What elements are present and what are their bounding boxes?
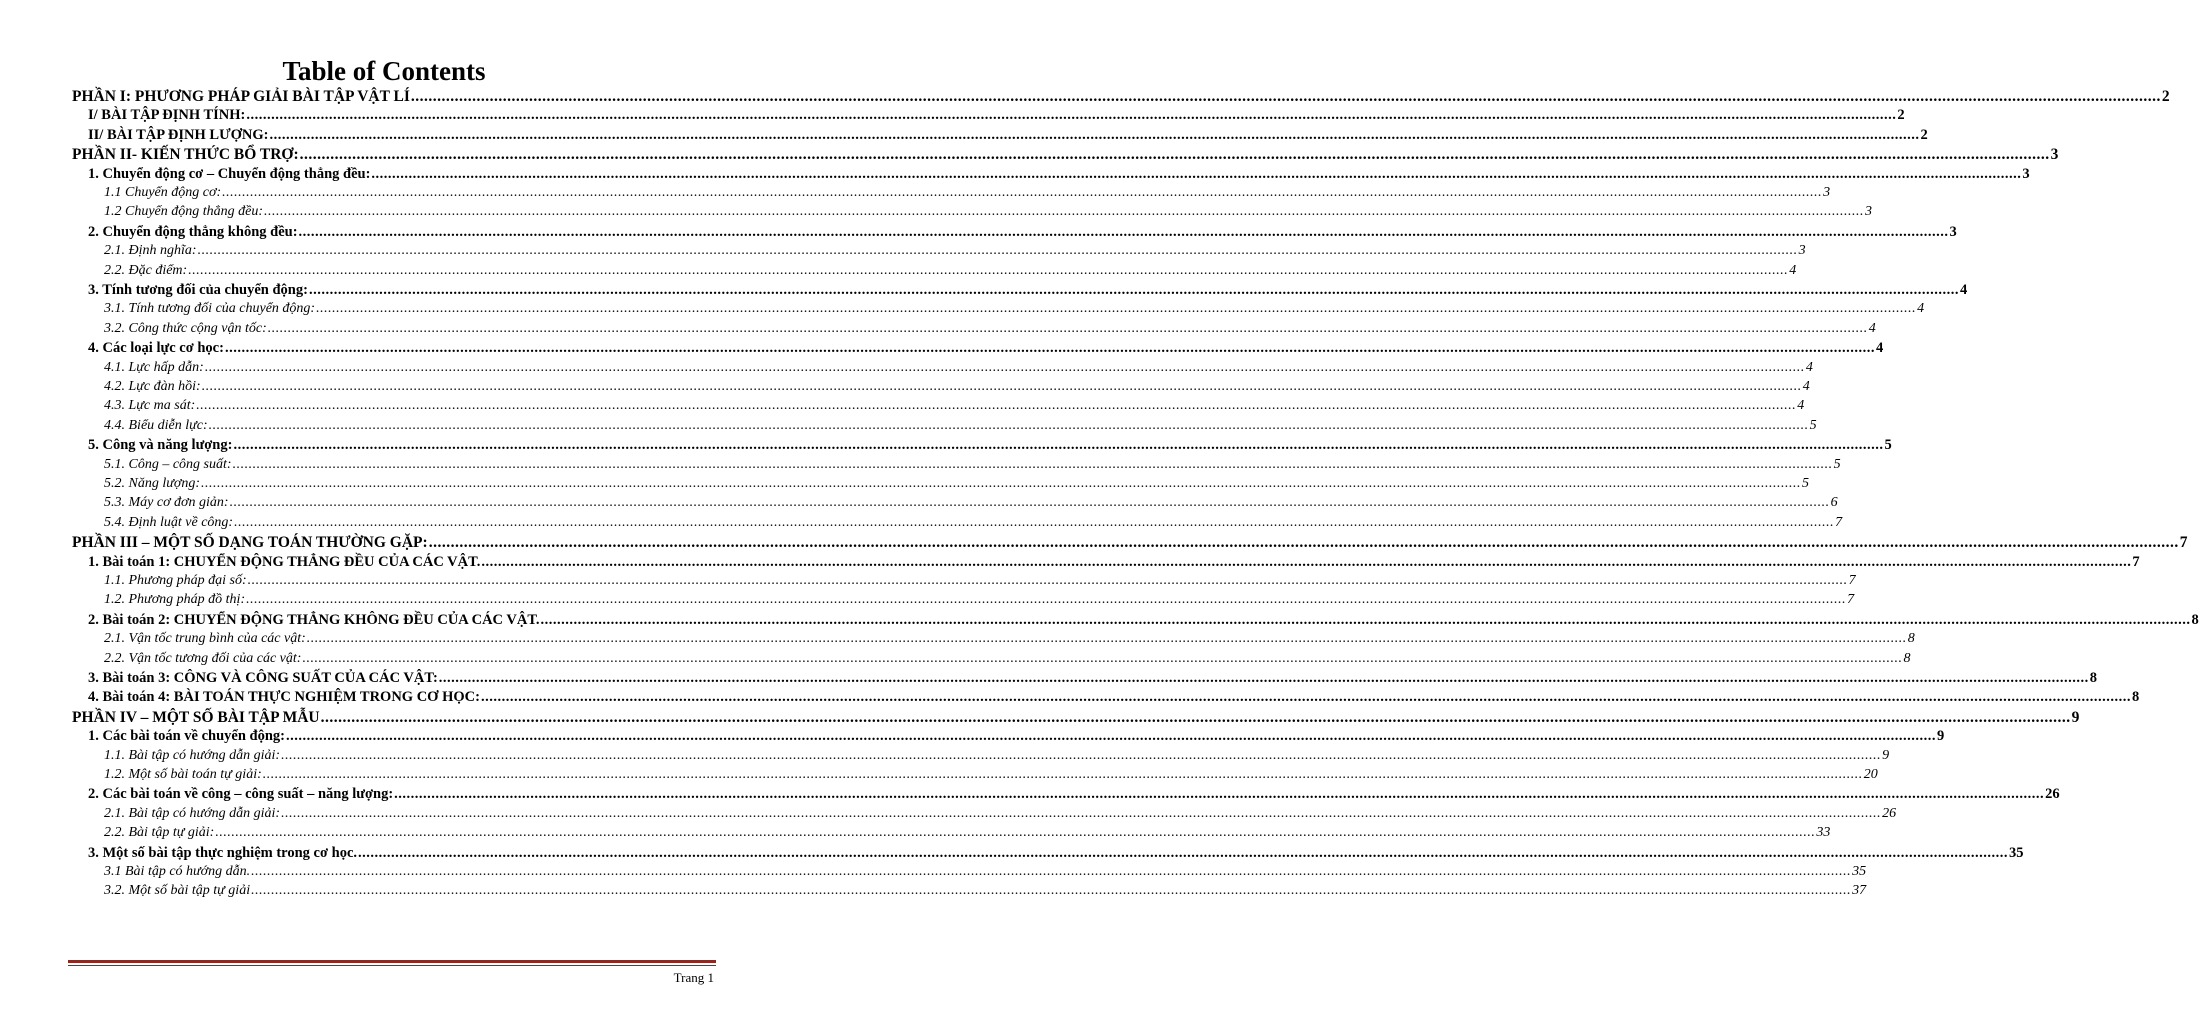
page-number-label: Trang 1 [673,970,714,985]
toc-entry-page: 4 [1805,359,1813,375]
toc-entry[interactable] [104,864,1867,884]
toc-entry[interactable] [88,437,1892,457]
toc-entry-title: 4.3. Lực ma sát: [104,398,196,414]
toc-entry-title: 3.2. Công thức cộng vận tốc: [104,320,267,336]
toc-entry[interactable] [88,728,1945,748]
toc-entry-page: 7 [1847,592,1855,608]
toc-entry-title: 5.2. Năng lượng: [104,476,200,491]
toc-entry-page: 9 [1882,747,1890,763]
toc-entry[interactable] [88,282,1968,302]
toc-dot-leader: ................................................................................................................................................................................................................................................................................................................................................................................................................ [281,747,1882,763]
toc-entry-page: 2 [2161,88,2170,105]
toc-entry-title: 2. Bài toán 2: CHUYỂN ĐỘNG THẲNG KHÔNG ĐỀU CỦA CÁC VẬT. [88,611,540,628]
toc-entry[interactable] [104,204,1873,224]
toc-entry[interactable] [104,573,1856,593]
toc-entry[interactable] [88,553,2140,574]
toc-entry-title: 1. Chuyển động cơ – Chuyển động thẳng đều: [88,165,371,182]
toc-dot-leader: ................................................................................................................................................................................................................................................................................................................................................................................................................ [316,301,1917,317]
toc-entry-page: 3 [2050,146,2059,164]
toc-dot-leader: ................................................................................................................................................................................................................................................................................................................................................................................................................ [234,514,1835,530]
toc-entry[interactable] [104,417,1817,438]
toc-dot-leader: ................................................................................................................................................................................................................................................................................................................................................................................................................ [320,708,2071,726]
toc-entry-page: 5 [1809,417,1817,433]
toc-entry-page: 2 [1897,107,1905,124]
toc-dot-leader: ................................................................................................................................................................................................................................................................................................................................................................................................................ [410,88,2161,105]
toc-entry-title: 3. Tính tương đối của chuyển động: [88,282,308,298]
toc-entry-title: 2.1. Định nghĩa: [104,243,197,259]
toc-entry-page: 20 [1863,767,1878,782]
toc-entry[interactable] [72,88,2170,108]
toc-dot-leader: ................................................................................................................................................................................................................................................................................................................................................................................................................ [269,126,1920,143]
toc-dot-leader: ................................................................................................................................................................................................................................................................................................................................................................................................................ [251,864,1852,879]
toc-entry[interactable] [104,456,1841,477]
toc-entry-page: 4 [1802,379,1810,394]
toc-entry[interactable] [88,670,2098,690]
toc-entry[interactable] [104,825,1831,845]
toc-dot-leader: ................................................................................................................................................................................................................................................................................................................................................................................................................ [394,786,2045,803]
toc-entry-title: 5.4. Định luật về công: [104,514,234,530]
toc-dot-leader: ................................................................................................................................................................................................................................................................................................................................................................................................................ [481,553,2132,570]
toc-entry-title: 1.1 Chuyển động cơ: [104,185,222,200]
toc-dot-leader: ................................................................................................................................................................................................................................................................................................................................................................................................................ [298,223,1949,240]
toc-entry-title: 4. Các loại lực cơ học: [88,340,224,357]
toc-dot-leader: ................................................................................................................................................................................................................................................................................................................................................................................................................ [201,476,1801,491]
toc-dot-leader: ................................................................................................................................................................................................................................................................................................................................................................................................................ [251,883,1852,899]
toc-entry-title: 1.2. Phương pháp đồ thị: [104,592,246,608]
toc-entry-title: 4. Bài toán 4: BÀI TOÁN THỰC NGHIỆM TRONG CƠ HỌC: [88,689,480,706]
toc-entry-title: PHẦN I: PHƯƠNG PHÁP GIẢI BÀI TẬP VẬT LÍ [72,88,410,105]
toc-entry[interactable] [104,495,1838,515]
toc-entry-title: 4.1. Lực hấp dẫn: [104,359,204,375]
toc-entry[interactable] [88,107,1905,127]
toc-entry-page: 4 [1959,282,1968,298]
toc-dot-leader: ................................................................................................................................................................................................................................................................................................................................................................................................................ [247,573,1848,588]
footer-divider [68,960,716,963]
toc-entry[interactable] [88,340,1884,360]
toc-entry-page: 7 [1848,573,1856,588]
toc-entry-page: 7 [2179,534,2188,552]
toc-entry[interactable] [104,767,1878,787]
toc-dot-leader: ................................................................................................................................................................................................................................................................................................................................................................................................................ [188,262,1789,278]
toc-entry[interactable] [104,747,1890,768]
toc-dot-leader: ................................................................................................................................................................................................................................................................................................................................................................................................................ [196,398,1797,414]
toc-entry-page: 35 [2009,844,2024,861]
toc-entry-page: 2 [1920,126,1928,143]
toc-dot-leader: ................................................................................................................................................................................................................................................................................................................................................................................................................ [281,805,1882,821]
toc-entry[interactable] [104,883,1867,903]
toc-entry-title: 1.1. Bài tập có hướng dẫn giải: [104,747,281,763]
toc-entry-page: 5 [1833,456,1841,472]
toc-dot-leader: ................................................................................................................................................................................................................................................................................................................................................................................................................ [224,340,1875,357]
toc-entry-title: 2.2. Bài tập tự giải: [104,825,215,841]
toc-entry-page: 3 [1949,223,1957,240]
toc-entry-title: 1.2 Chuyển động thẳng đều: [104,204,264,220]
toc-dot-leader: ................................................................................................................................................................................................................................................................................................................................................................................................................ [308,282,1959,298]
toc-entry-page: 3 [1798,243,1806,259]
toc-entry-page: 4 [1917,301,1925,317]
toc-dot-leader: ................................................................................................................................................................................................................................................................................................................................................................................................................ [246,107,1897,124]
toc-entry-title: 3.2. Một số bài tập tự giải [104,883,251,899]
toc-entry-page: 5 [1884,437,1892,454]
toc-entry-title: 5.1. Công – công suất: [104,456,232,472]
toc-entry-title: 1. Bài toán 1: CHUYỂN ĐỘNG THẲNG ĐỀU CỦA CÁC VẬT. [88,553,481,570]
toc-entry-page: 6 [1830,495,1838,511]
toc-entry-page: 9 [2071,708,2080,726]
toc-entry-page: 3 [1865,204,1873,220]
toc-entry[interactable] [104,476,1809,496]
toc-entry[interactable] [88,689,2140,709]
toc-entry-page: 8 [1907,631,1915,647]
toc-entry-page: 35 [1852,864,1867,879]
toc-dot-leader: ................................................................................................................................................................................................................................................................................................................................................................................................................ [267,320,1868,336]
toc-entry-page: 4 [1875,340,1884,357]
toc-entry-title: I/ BÀI TẬP ĐỊNH TÍNH: [88,107,246,124]
toc-entry-page: 33 [1816,825,1831,841]
toc-entry[interactable] [104,631,1915,651]
toc-entry-page: 3 [1823,185,1831,200]
toc-entry-page: 7 [2132,553,2140,570]
toc-entry[interactable] [104,301,1925,321]
toc-entry[interactable] [104,514,1843,535]
toc-entry-title: 2.2. Vận tốc tương đối của các vật: [104,650,302,666]
toc-entry-page: 8 [1903,650,1911,666]
toc-entry-page: 4 [1868,320,1876,336]
toc-entry[interactable] [88,165,2030,186]
toc-dot-leader: ................................................................................................................................................................................................................................................................................................................................................................................................................ [302,650,1903,666]
toc-entry-title: 2.2. Đặc điểm: [104,262,188,278]
toc-dot-leader: ................................................................................................................................................................................................................................................................................................................................................................................................................ [204,359,1805,375]
toc-entry[interactable] [104,398,1805,418]
toc-entry-title: PHẦN II- KIẾN THỨC BỔ TRỢ: [72,146,299,164]
toc-dot-leader: ................................................................................................................................................................................................................................................................................................................................................................................................................ [246,592,1847,608]
toc-dot-leader: ................................................................................................................................................................................................................................................................................................................................................................................................................ [208,417,1809,433]
toc-entry-title: 1. Các bài toán về chuyển động: [88,728,285,745]
toc-entry-title: 4.4. Biểu diễn lực: [104,417,208,433]
toc-entry[interactable] [88,126,1928,147]
toc-dot-leader: ................................................................................................................................................................................................................................................................................................................................................................................................................ [201,379,1802,394]
toc-entry-title: 5.3. Máy cơ đơn giản: [104,495,229,511]
toc-entry[interactable] [104,592,1855,612]
toc-entry-page: 4 [1797,398,1805,414]
toc-entry-title: 4.2. Lực đàn hồi: [104,379,201,394]
toc-entry[interactable] [104,243,1806,263]
toc-entry[interactable] [104,185,1831,205]
toc-entry-page: 7 [1835,514,1843,530]
toc-entry-title: 3.1. Tính tương đối của chuyển động: [104,301,316,317]
toc-entry[interactable] [104,359,1813,380]
toc-entry[interactable] [104,320,1876,341]
toc-dot-leader: ................................................................................................................................................................................................................................................................................................................................................................................................................ [306,631,1907,647]
toc-entry-title: 3.1 Bài tập có hướng dẫn. [104,864,251,879]
toc-dot-leader: ................................................................................................................................................................................................................................................................................................................................................................................................................ [215,825,1816,841]
toc-entry-page: 26 [2045,786,2060,803]
toc-entry-title: 5. Công và năng lượng: [88,437,233,454]
toc-dot-leader: ................................................................................................................................................................................................................................................................................................................................................................................................................ [229,495,1830,511]
toc-entry[interactable] [88,786,2060,806]
toc-entry-title: 3. Một số bài tập thực nghiệm trong cơ học. [88,844,358,861]
toc-entry[interactable] [104,650,1911,671]
toc-entry[interactable] [72,146,2059,166]
toc-dot-leader: ................................................................................................................................................................................................................................................................................................................................................................................................................ [264,204,1865,220]
toc-entry-title: II/ BÀI TẬP ĐỊNH LƯỢNG: [88,126,269,143]
toc-dot-leader: ................................................................................................................................................................................................................................................................................................................................................................................................................ [285,728,1936,745]
toc-entry-page: 37 [1852,883,1867,899]
toc-entry-page: 26 [1882,805,1897,821]
toc-entry-page: 9 [1936,728,1945,745]
toc-entry-page: 8 [2089,670,2098,686]
toc-entry-title: 2. Chuyển động thẳng không đều: [88,223,298,240]
toc-dot-leader: ................................................................................................................................................................................................................................................................................................................................................................................................................ [438,670,2089,686]
toc-dot-leader: ................................................................................................................................................................................................................................................................................................................................................................................................................ [371,165,2022,182]
page-title: Table of Contents [282,56,486,86]
toc-entry[interactable] [72,534,2188,554]
toc-entry[interactable] [104,262,1797,283]
toc-dot-leader: ................................................................................................................................................................................................................................................................................................................................................................................................................ [232,456,1833,472]
toc-entry-page: 8 [2131,689,2140,706]
toc-entry-page: 5 [1802,476,1809,491]
toc-entry[interactable] [104,805,1897,826]
toc-dot-leader: ................................................................................................................................................................................................................................................................................................................................................................................................................ [480,689,2131,706]
toc-dot-leader: ................................................................................................................................................................................................................................................................................................................................................................................................................ [233,437,1884,454]
toc-entry[interactable] [88,223,1957,244]
toc-dot-leader: ................................................................................................................................................................................................................................................................................................................................................................................................................ [299,146,2050,164]
toc-dot-leader: ................................................................................................................................................................................................................................................................................................................................................................................................................ [262,767,1863,782]
toc-entry-title: 2. Các bài toán về công – công suất – năng lượng: [88,786,394,803]
toc-entry[interactable] [104,379,1810,399]
toc-entry-page: 3 [2022,165,2030,182]
toc-entry-title: 1.2. Một số bài toán tự giải: [104,767,262,782]
toc-entry-title: 1.1. Phương pháp đại số: [104,573,247,588]
toc-entry-title: PHẦN III – MỘT SỐ DẠNG TOÁN THƯỜNG GẶP: [72,534,428,552]
toc-entry[interactable] [88,611,2199,632]
toc-entry[interactable] [72,708,2080,729]
toc-dot-leader: ................................................................................................................................................................................................................................................................................................................................................................................................................ [222,185,1823,200]
toc-entry-title: 2.1. Bài tập có hướng dẫn giải: [104,805,281,821]
toc-entry-title: 3. Bài toán 3: CÔNG VÀ CÔNG SUẤT CỦA CÁC VẬT: [88,670,438,686]
toc-entry[interactable] [88,844,2024,865]
toc-dot-leader: ................................................................................................................................................................................................................................................................................................................................................................................................................ [540,611,2191,628]
toc-entry-title: 2.1. Vận tốc trung bình của các vật: [104,631,306,647]
toc-dot-leader: ................................................................................................................................................................................................................................................................................................................................................................................................................ [428,534,2179,552]
toc-dot-leader: ................................................................................................................................................................................................................................................................................................................................................................................................................ [358,844,2009,861]
toc-dot-leader: ................................................................................................................................................................................................................................................................................................................................................................................................................ [197,243,1798,259]
toc-entry-page: 8 [2191,611,2199,628]
toc-entry-page: 4 [1789,262,1797,278]
toc-entry-title: PHẦN IV – MỘT SỐ BÀI TẬP MẪU [72,708,320,726]
footer-divider-thin [68,965,716,966]
